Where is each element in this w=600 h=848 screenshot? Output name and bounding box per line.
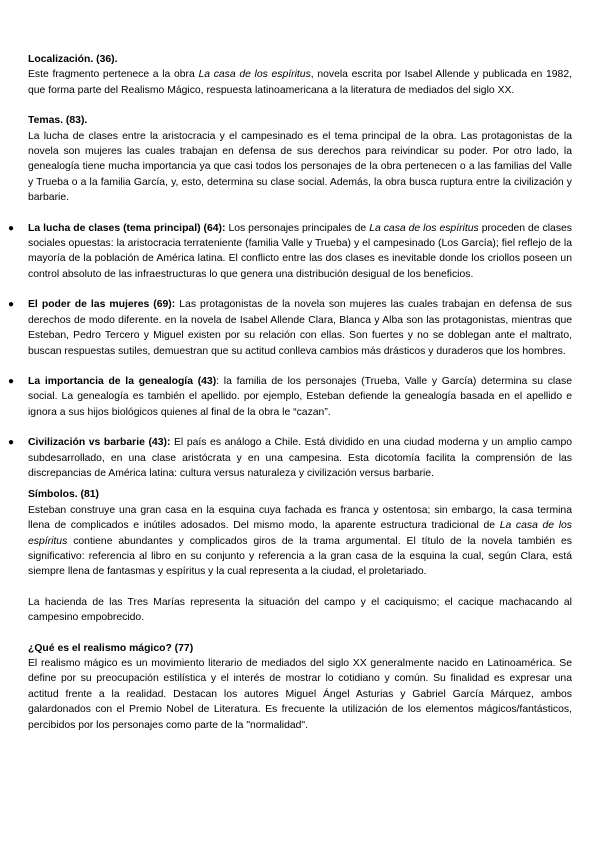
section-temas (28, 113, 572, 205)
text-span: , novela escrita por Isabel Allende y publicada en 1982, que forma parte del Realismo Mágico, respuesta latinoamericana a la literatura de mediados del siglo XX. (28, 69, 572, 96)
heading-temas: Temas. (83). (28, 115, 88, 127)
bullet-label: La lucha de clases (tema principal) (64): (28, 222, 226, 234)
paragraph-localizacion (28, 67, 572, 98)
bullet-text (28, 297, 572, 359)
text-span: Los personajes principales de (225, 222, 370, 234)
text-span: Este fragmento pertenece a la obra (28, 69, 199, 81)
bullet-icon: ● (8, 222, 15, 234)
text-span: Las protagonistas de la novela son mujeres las cuales trabajan en defensa de sus derechos de modo diferente. en la novela de Isabel Allende Clara, Blanca y Alba son las protagonistas, mientras que Esteban, Pedro Tercero y Miguel existen por su relación con ellas. Son fuertes y no se doblegan ante el maltrato, buscan respuestas sutiles, demuestran que su actitud conlleva cambios más drásticos y duraderos que los hombres. (28, 299, 572, 357)
book-title: La casa de los espíritus (198, 69, 311, 81)
heading-localizacion: Localización. (36). (28, 54, 118, 65)
bullet-label: Civilización vs barbarie (43): (28, 437, 171, 449)
bullet-icon: ● (8, 437, 15, 449)
section-realismo (28, 641, 572, 733)
heading-simbolos: Símbolos. (81) (28, 489, 100, 501)
bullet-text (28, 221, 572, 283)
text-span: El país es análogo a Chile. Está dividido en una ciudad moderna y un amplio campo subdesarrollado, en una clase aristócrata y en una campesina. Esta dicotomía facilita la comprensión de las discrepancias de América latina: cultura versus naturaleza y civilización versus barbarie. (28, 437, 573, 479)
book-title: La casa de los espíritus (369, 222, 479, 234)
bullet-label: El poder de las mujeres (69): (28, 299, 176, 311)
bullet-civilizacion (8, 435, 573, 481)
bullet-genealogia (8, 374, 572, 420)
text-span: : la familia de los personajes (Trueba, Valle y García) determina su clase social. La genealogía es también el apellido. por ejemplo, Esteban defiende la genealogía basada en el apellido e ignora a sus hijos biológicos quienes al final de la obra le “cazan”. (28, 375, 572, 418)
paragraph-temas: La lucha de clases entre la aristocracia y el campesinado es el tema principal de la obra. Las protagonistas de la novela son mujeres las cuales trabajan en defensa de sus derechos para reivindicar su poder. Por otro lado, la genealogía tiene mucha importancia ya que casi todos los personajes de la obra pertenecen o a las familias del Valle y Trueba o a la familia García, y, esto, determina su clase social. Además, la obra busca ruptura entre la civilización y barbarie. (28, 130, 572, 204)
bullet-poder-mujeres (8, 297, 572, 359)
section-simbolos (28, 487, 572, 625)
heading-realismo: ¿Qué es el realismo mágico? (77) (28, 642, 194, 654)
bullet-icon: ● (8, 375, 15, 387)
section-localizacion (28, 52, 572, 98)
book-title: La casa de los espíritus (28, 520, 572, 547)
bullet-text (28, 374, 572, 420)
paragraph-simbolos (28, 503, 572, 580)
text-span: Esteban construye una gran casa en la esquina cuya fachada es franca y ostentosa; sin embargo, la casa termina llena de complicados e inútiles adosados. Del mismo modo, la aparente estructura tradicional de (28, 504, 572, 532)
text-span: proceden de clases sociales opuestas: la aristocracia terrateniente (familia Valle y Trueba) y el campesinado (Los García); fiel reflejo de la mayoría de la población de América latina. El conflicto entre las dos clases es inevitable donde los criollos poseen un control absoluto de las infraestructuras lo que genera una distribución desigual de los beneficios. (28, 222, 572, 280)
document-page (8, 52, 573, 748)
bullet-label: La importancia de la genealogía (43) (28, 375, 217, 387)
paragraph-realismo: El realismo mágico es un movimiento literario de mediados del siglo XX generalmente nacido en Latinoamérica. Se define por su preocupación estilística y el interés de mostrar lo cotidiano y común. Su finalidad es expresar una actitud frente a la realidad. Destacan los autores Miguel Ángel Asturias y Gabriel García Márquez, ambos galardonados con el Premio Nobel de Literatura. Es frecuente la utilización de los elementos mágicos/fantásticos, percibidos por los personajes como parte de la "normalidad". (28, 658, 572, 731)
bullet-icon: ● (8, 299, 15, 311)
paragraph-hacienda: La hacienda de las Tres Marías representa la situación del campo y el caciquismo; el cacique machacando al campesino empobrecido. (28, 596, 572, 624)
bullet-lucha-de-clases (8, 221, 572, 283)
text-span: contiene abundantes y complicados giros de la trama argumental. El título de la novela también es significativo: referencia al libro en su conjunto y referencia a la gran casa de la esquina la cual, según Clara, está siempre llena de fantasmas y espíritus y la cual representa a la ciudad, el proletariado. (28, 535, 572, 578)
bullet-text (28, 435, 572, 481)
